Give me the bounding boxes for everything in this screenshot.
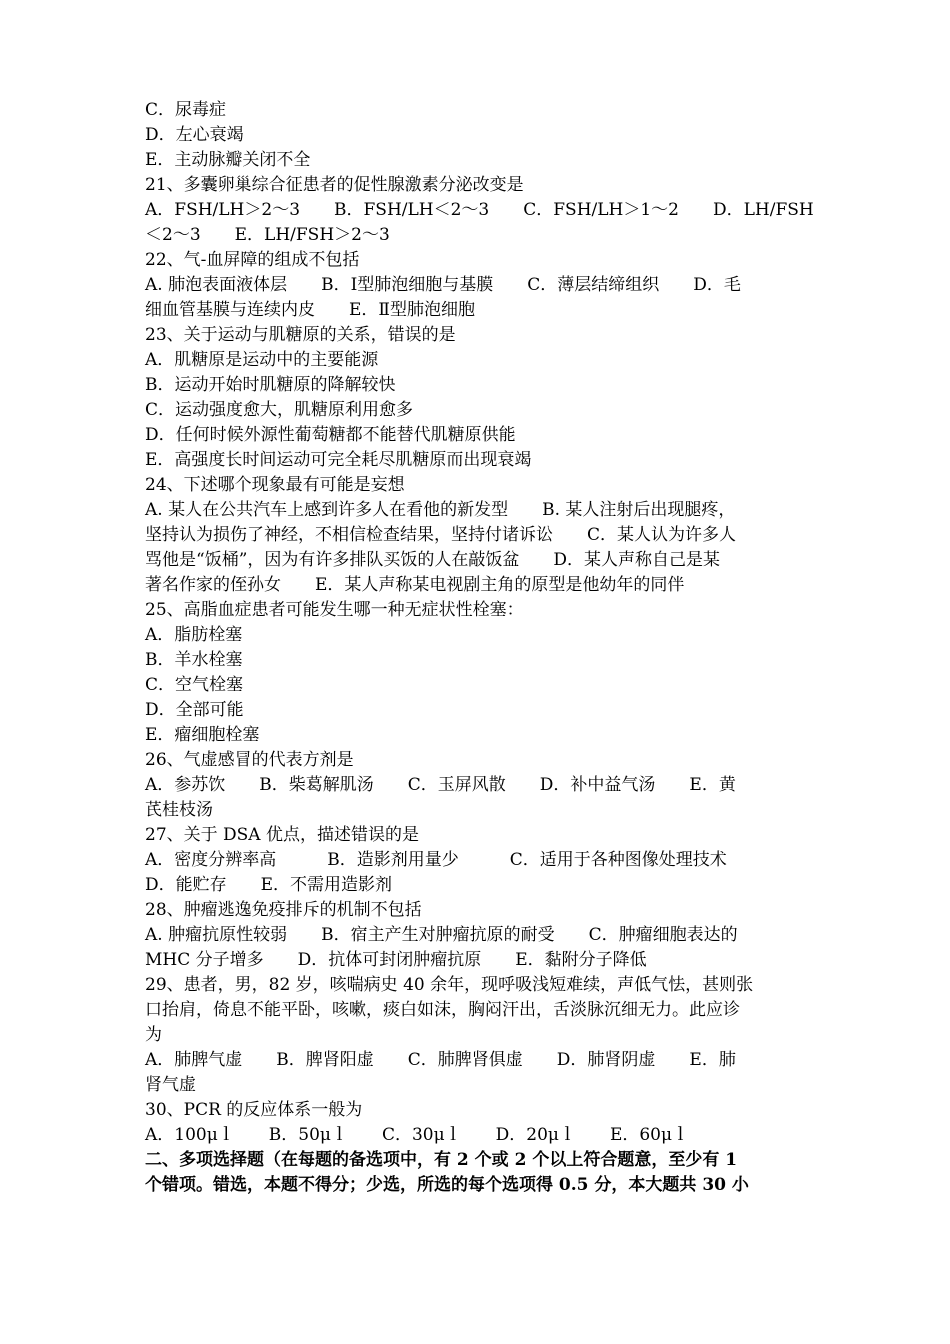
text-line: D．能贮存 E．不需用造影剂 [145, 875, 393, 895]
text-line: D．左心衰竭 [145, 125, 244, 145]
text-line: A. 肺泡表面液体层 B．Ⅰ型肺泡细胞与基膜 C．薄层结缔组织 D．毛 [145, 275, 741, 295]
text-line: A. 肿瘤抗原性较弱 B．宿主产生对肿瘤抗原的耐受 C．肿瘤细胞表达的 [145, 925, 738, 945]
question-26: 26、气虚感冒的代表方剂是 [145, 750, 354, 770]
section-heading: 二、多项选择题（在每题的备选项中，有 2 个或 2 个以上符合题意，至少有 1 [145, 1150, 738, 1170]
text-line: 骂他是“饭桶”，因为有许多排队买饭的人在敲饭盆 D．某人声称自己是某 [145, 550, 721, 570]
text-line: A．FSH/LH＞2～3 B．FSH/LH＜2～3 C．FSH/LH＞1～2 D．LH/FSH [145, 200, 814, 220]
text-line: ＜2～3 E．LH/FSH＞2～3 [145, 225, 390, 245]
question-27: 27、关于 DSA 优点，描述错误的是 [145, 825, 419, 845]
text-line: E．高强度长时间运动可完全耗尽肌糖原而出现衰竭 [145, 450, 532, 470]
question-24: 24、下述哪个现象最有可能是妄想 [145, 475, 405, 495]
text-line: C．空气栓塞 [145, 675, 244, 695]
text-line: E．主动脉瓣关闭不全 [145, 150, 311, 170]
text-line: B．羊水栓塞 [145, 650, 243, 670]
text-line: C．运动强度愈大，肌糖原利用愈多 [145, 400, 414, 420]
question-30: 30、PCR 的反应体系一般为 [145, 1100, 363, 1120]
text-line: A．密度分辨率高 B．造影剂用量少 C．适用于各种图像处理技术 [145, 850, 727, 870]
question-29: 29、患者，男，82 岁，咳喘病史 40 余年，现呼吸浅短难续，声低气怯，甚则张 [145, 975, 754, 995]
text-line: 芪桂枝汤 [145, 800, 213, 820]
text-line: 为 [145, 1025, 162, 1045]
question-21: 21、多囊卵巢综合征患者的促性腺激素分泌改变是 [145, 175, 524, 195]
text-line: B．运动开始时肌糖原的降解较快 [145, 375, 396, 395]
text-line: 细血管基膜与连续内皮 E．Ⅱ型肺泡细胞 [145, 300, 475, 320]
text-line: D．任何时候外源性葡萄糖都不能替代肌糖原供能 [145, 425, 516, 445]
text-line: D．全部可能 [145, 700, 244, 720]
text-line: 肾气虚 [145, 1075, 196, 1095]
text-line: 口抬肩，倚息不能平卧，咳嗽，痰白如沫，胸闷汗出，舌淡脉沉细无力。此应诊 [145, 1000, 740, 1020]
text-line: 坚持认为损伤了神经，不相信检查结果，坚持付诸诉讼 C．某人认为许多人 [145, 525, 737, 545]
question-28: 28、肿瘤逃逸免疫排斥的机制不包括 [145, 900, 422, 920]
text-line: A．参苏饮 B．柴葛解肌汤 C．玉屏风散 D．补中益气汤 E．黄 [145, 775, 736, 795]
text-line: A．脂肪栓塞 [145, 625, 243, 645]
question-22: 22、气-血屏障的组成不包括 [145, 250, 360, 270]
text-line: C．尿毒症 [145, 100, 227, 120]
question-23: 23、关于运动与肌糖原的关系，错误的是 [145, 325, 456, 345]
question-25: 25、高脂血症患者可能发生哪一种无症状性栓塞： [145, 600, 524, 620]
document-body [145, 98, 815, 1198]
section-heading-continued: 个错项。错选，本题不得分；少选，所选的每个选项得 0.5 分，本大题共 30 小 [145, 1175, 749, 1195]
text-line: E．瘤细胞栓塞 [145, 725, 260, 745]
text-line: 著名作家的侄孙女 E．某人声称某电视剧主角的原型是他幼年的同伴 [145, 575, 685, 595]
text-line: A．肌糖原是运动中的主要能源 [145, 350, 379, 370]
text-line: A．100μｌ B．50μｌ C．30μｌ D．20μｌ E．60μｌ [145, 1125, 690, 1145]
text-line: MHC 分子增多 D．抗体可封闭肿瘤抗原 E．黏附分子降低 [145, 950, 647, 970]
text-line: A. 某人在公共汽车上感到许多人在看他的新发型 B. 某人注射后出现腿疼， [145, 500, 736, 520]
text-line: A．肺脾气虚 B．脾肾阳虚 C．肺脾肾俱虚 D．肺肾阴虚 E．肺 [145, 1050, 736, 1070]
